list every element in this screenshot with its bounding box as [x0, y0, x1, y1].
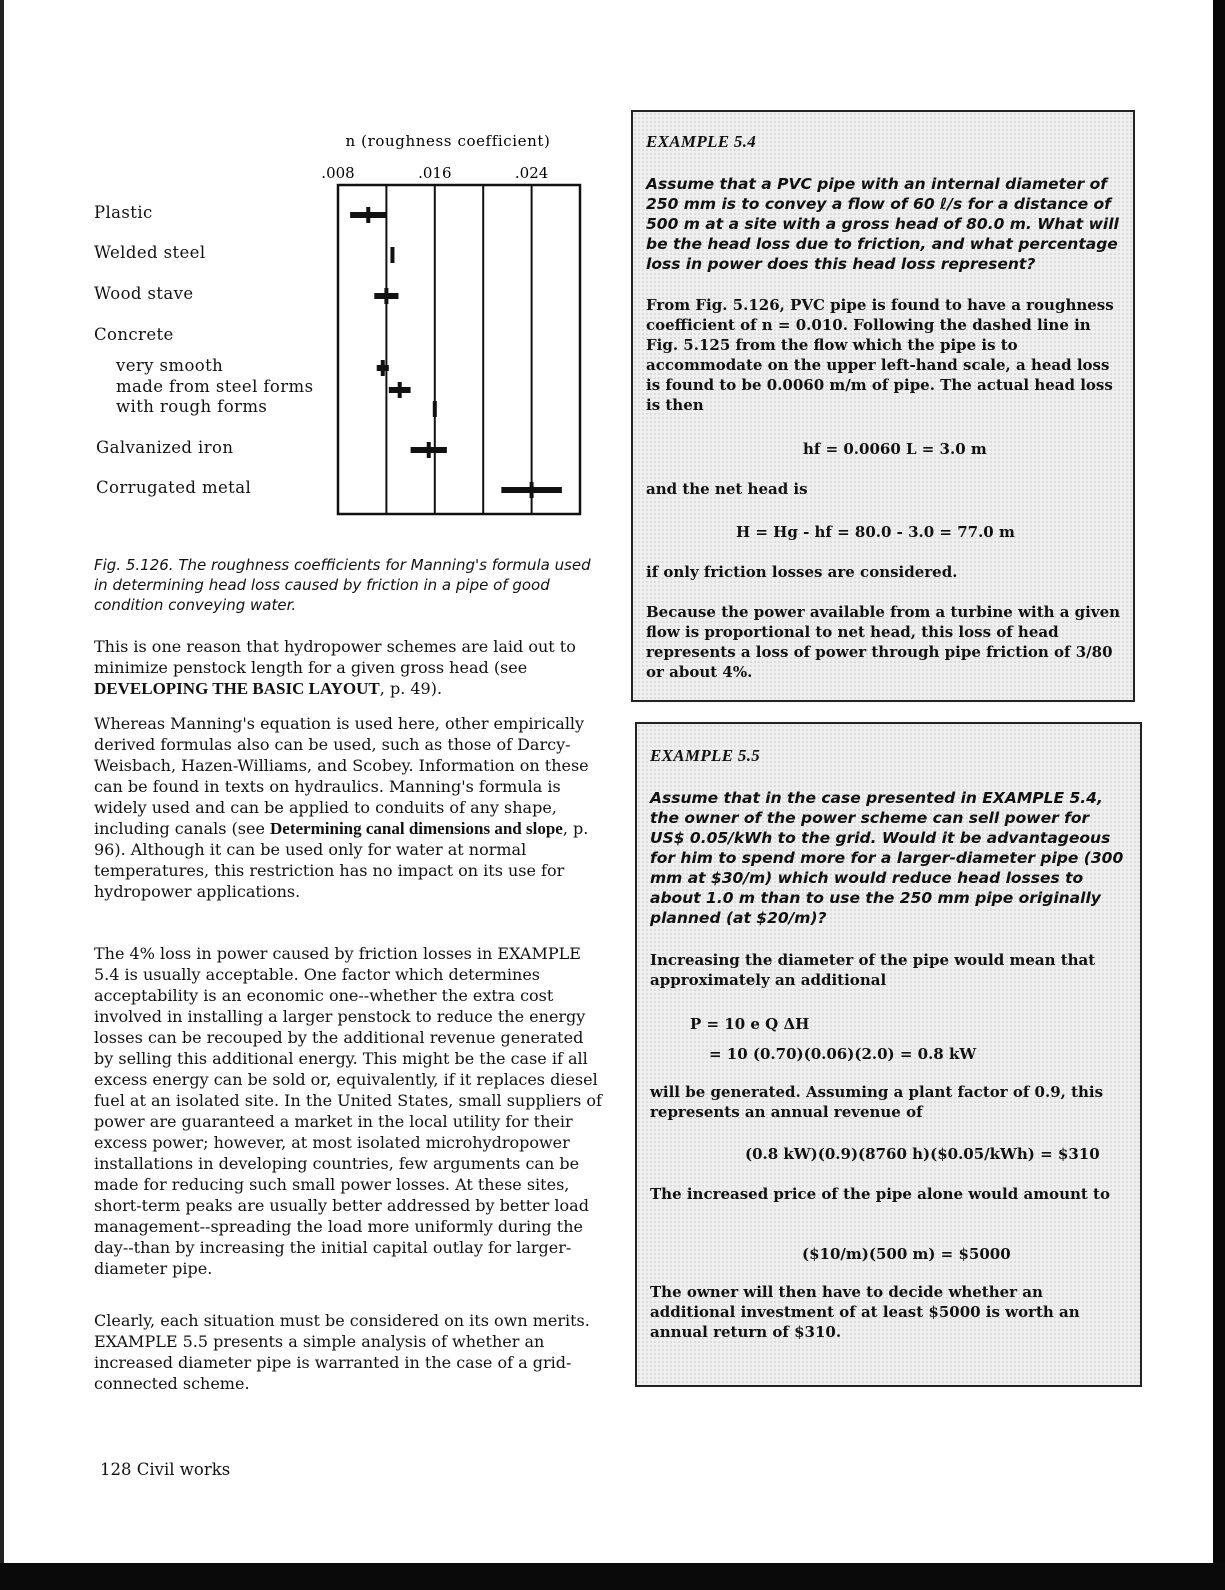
page-footer: 128 Civil works: [100, 1460, 231, 1479]
paragraph-text: , p. 96). Although it can be used only for water at normal temperatures, this restriction has no impact on its use for hydropower applications.: [94, 819, 589, 901]
example-title: EXAMPLE 5.4: [646, 132, 757, 151]
example-question: Assume that a PVC pipe with an internal diameter of 250 mm is to convey a flow of 60 ℓ/s for a distance of 500 m at a site with a gross head of 80.0 m. What will be the head loss due to friction, and what percentage loss in power does this head loss represent?: [646, 175, 1119, 273]
scan-edge-bottom: [0, 1563, 1225, 1590]
paragraph-layout-reason: [94, 636, 604, 699]
category-label: with rough forms: [116, 397, 268, 416]
example-text: From Fig. 5.126, PVC pipe is found to have a roughness coefficient of n = 0.010. Following the dashed line in Fig. 5.125 from the flow which the pipe is to accommodate on the upper left-hand scale, a head loss is found to be 0.0060 m/m of pipe. The actual head loss is then: [646, 296, 1114, 414]
example-text: The increased price of the pipe alone would amount to: [650, 1185, 1110, 1203]
chart-frame: [338, 185, 580, 514]
paragraph-conclusion: Clearly, each situation must be considered on its own merits. EXAMPLE 5.5 presents a simple analysis of whether an increased diameter pipe is warranted in the case of a grid-connected scheme.: [94, 1311, 590, 1393]
example-title: EXAMPLE 5.5: [650, 746, 761, 765]
paragraph-power-loss: The 4% loss in power caused by friction losses in EXAMPLE 5.4 is usually acceptable. One factor which determines acceptability is an economic one--whether the extra cost involved in installing a larger penstock to reduce the energy losses can be recouped by the additional revenue generated by selling this additional energy. This might be the case if all excess energy can be sold or, equivalently, if it replaces diesel fuel at an isolated site. In the United States, small suppliers of power are guaranteed a market in the local utility for their excess power; however, at most isolated microhydropower installations in developing countries, few arguments can be made for reducing such small power losses. At these sites, short-term peaks are usually better addressed by better load management--spreading the load more uniformly during the day--than by increasing the initial capital outlay for larger-diameter pipe.: [94, 944, 602, 1278]
equation-power: P = 10 e Q ΔH: [690, 1015, 810, 1033]
category-label: Wood stave: [94, 284, 194, 303]
equation-revenue: (0.8 kW)(0.9)(8760 h)($0.05/kWh) = $310: [745, 1145, 1100, 1163]
paragraph-text: , p. 49).: [379, 679, 443, 698]
chart-title: n (roughness coefficient): [345, 132, 551, 150]
equation-net-head: H = Hg - hf = 80.0 - 3.0 = 77.0 m: [736, 523, 1015, 541]
paragraph-other-formulas: [94, 713, 604, 902]
category-label: Concrete: [94, 325, 174, 344]
paragraph-text: This is one reason that hydropower schemes are laid out to minimize penstock length for a given gross head (see: [94, 637, 576, 677]
cross-reference-canal: Determining canal dimensions and slope: [270, 819, 563, 838]
x-tick-label: .024: [514, 164, 549, 182]
example-question: Assume that in the case presented in EXAMPLE 5.4, the owner of the power scheme can sell power for US$ 0.05/kWh to the grid. Would it be advantageous for him to spend more for a larger-diameter pipe (300 mm at $30/m) which would reduce head losses to about 1.0 m than to use the 250 mm pipe originally planned (at $20/m)?: [650, 789, 1124, 927]
category-label: Welded steel: [94, 243, 206, 262]
example-text: if only friction losses are considered.: [646, 563, 958, 581]
x-tick-label: .016: [418, 164, 452, 182]
cross-reference-layout: DEVELOPING THE BASIC LAYOUT: [94, 679, 380, 698]
category-label: very smooth: [116, 356, 224, 375]
figure-caption: Fig. 5.126. The roughness coefficients for Manning's formula used in determining head loss caused by friction in a pipe of good condition conveying water.: [94, 556, 591, 614]
scan-edge-right: [1213, 0, 1225, 1590]
example-text: The owner will then have to decide whether an additional investment of at least $5000 is worth an annual return of $310.: [650, 1283, 1080, 1341]
category-label: Galvanized iron: [96, 438, 234, 457]
example-text: will be generated. Assuming a plant factor of 0.9, this represents an annual revenue of: [650, 1083, 1104, 1121]
category-label: made from steel forms: [116, 377, 314, 396]
example-5-4-box: [631, 110, 1135, 702]
x-tick-label: .008: [321, 164, 355, 182]
equation-pipe-cost: ($10/m)(500 m) = $5000: [802, 1245, 1011, 1263]
category-label: Corrugated metal: [96, 478, 252, 497]
example-text: Because the power available from a turbine with a given flow is proportional to net head, this loss of head represents a loss of power through pipe friction of 3/80 or about 4%.: [646, 603, 1121, 681]
example-5-5-box: [635, 722, 1142, 1387]
category-label: Plastic: [94, 203, 153, 222]
equation-power-value: = 10 (0.70)(0.06)(2.0) = 0.8 kW: [709, 1045, 977, 1063]
equation-head-loss: hf = 0.0060 L = 3.0 m: [803, 440, 987, 458]
example-text: Increasing the diameter of the pipe would mean that approximately an additional: [650, 951, 1096, 989]
roughness-chart: [80, 125, 600, 535]
scan-edge-left: [0, 0, 4, 1590]
example-text: and the net head is: [646, 480, 808, 498]
paragraph-text: Whereas Manning's equation is used here, other empirically derived formulas also can be used, such as those of Darcy-Weisbach, Hazen-Williams, and Scobey. Information on these can be found in texts on hydraulics. Manning's formula is widely used and can be applied to conduits of any shape, including canals (see: [94, 714, 589, 838]
